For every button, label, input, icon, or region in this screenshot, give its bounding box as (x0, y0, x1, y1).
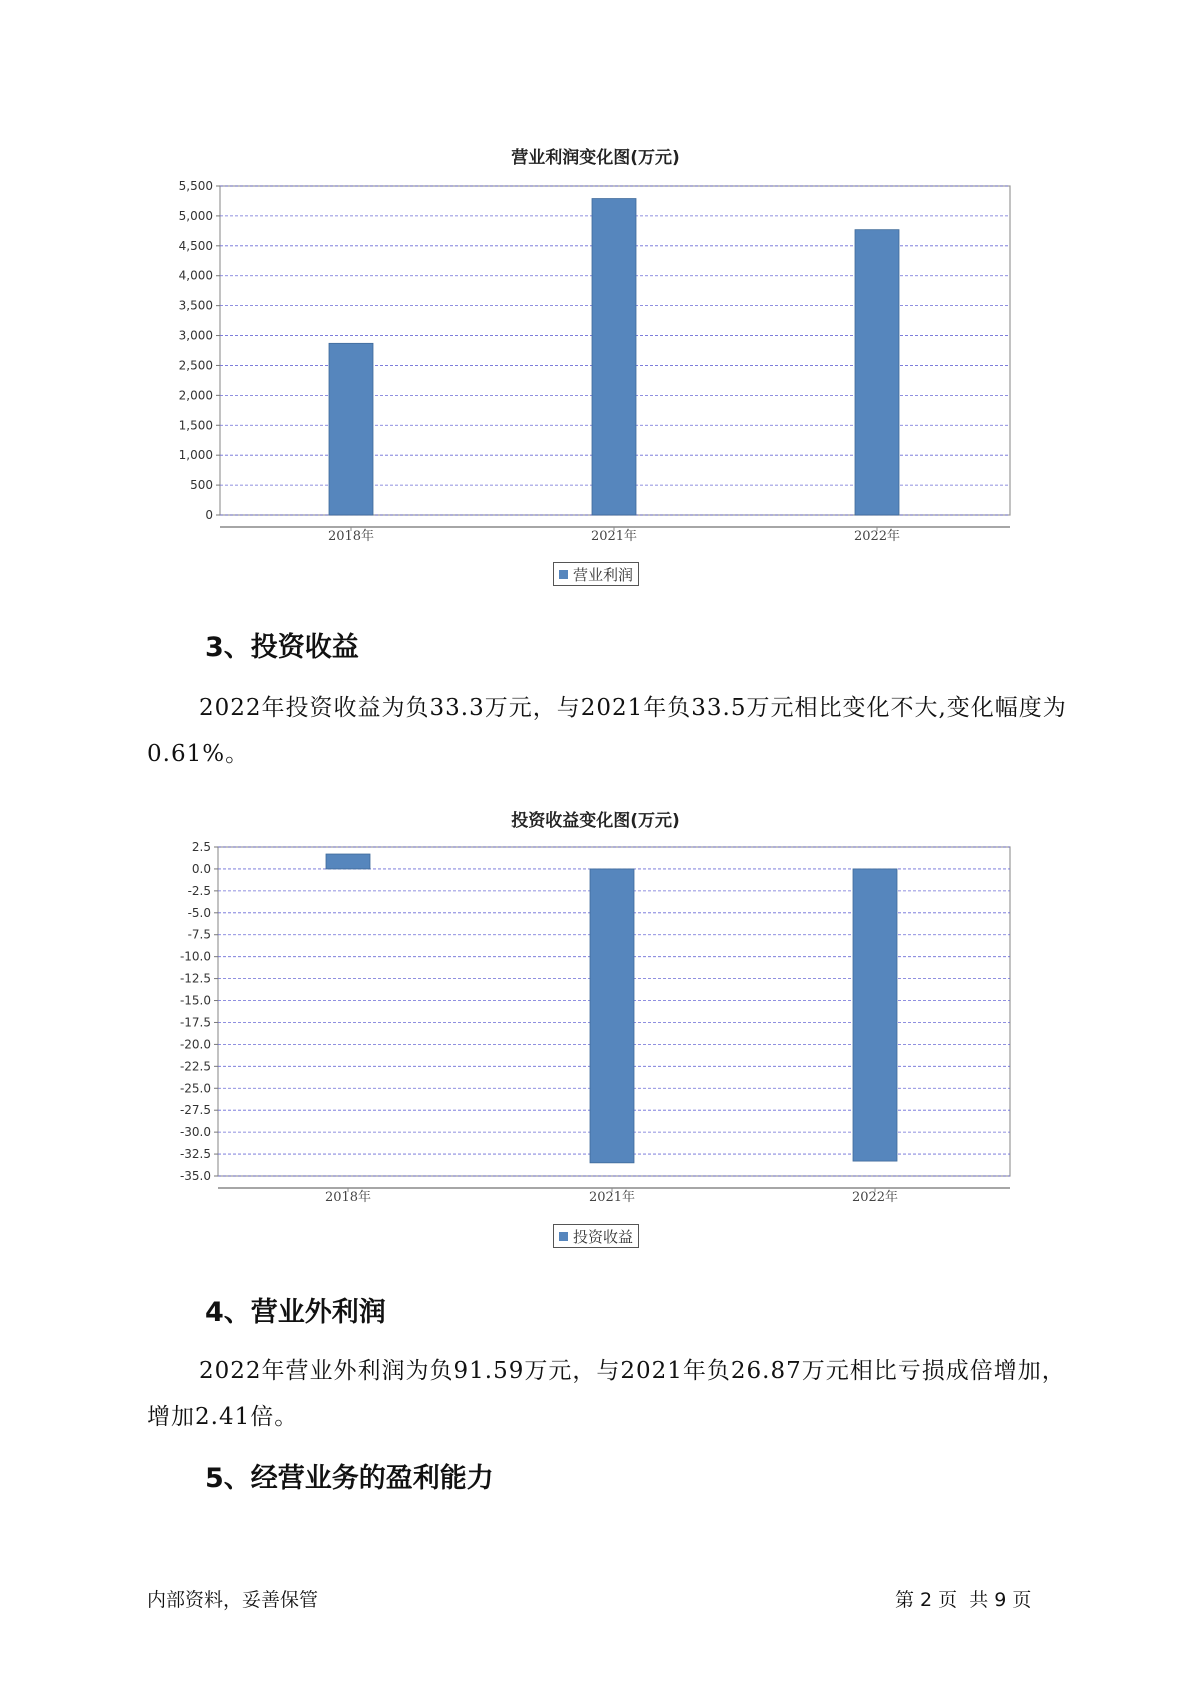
y-tick-label: 1,500 (178, 418, 213, 433)
y-tick-label: 500 (190, 478, 213, 493)
y-tick-label: -32.5 (179, 1147, 211, 1162)
section-4-paragraph: 2022年营业外利润为负91.59万元，与2021年负26.87万元相比亏损成倍增加，增加2.41倍。 (147, 1358, 1066, 1430)
bar (590, 869, 634, 1163)
y-tick-label: 3,500 (178, 298, 213, 313)
section-5-heading: 5、经营业务的盈利能力 (205, 1463, 494, 1494)
x-tick-label: 2022年 (851, 1190, 899, 1205)
section-3-heading: 3、投资收益 (205, 632, 359, 663)
y-tick-label: 0.0 (191, 861, 211, 876)
y-tick-label: 4,500 (178, 238, 213, 253)
y-tick-label: -30.0 (179, 1125, 211, 1140)
invest-chart-title: 投资收益变化图(万元) (511, 811, 680, 831)
y-tick-label: -15.0 (179, 993, 211, 1008)
invest-chart-legend (553, 1224, 639, 1248)
x-tick-label: 2018年 (327, 529, 375, 544)
y-tick-label: -7.5 (187, 927, 211, 942)
legend-swatch (559, 1232, 568, 1241)
y-tick-label: -10.0 (179, 949, 211, 964)
y-tick-label: 4,000 (178, 268, 213, 283)
y-tick-label: -12.5 (179, 971, 211, 986)
y-tick-label: 2,000 (178, 388, 213, 403)
x-tick-label: 2018年 (324, 1190, 372, 1205)
bar (853, 869, 897, 1161)
page-number: 第 2 页 共 9 页 (895, 1589, 1032, 1611)
y-tick-label: -22.5 (179, 1059, 211, 1074)
y-tick-label: 5,500 (178, 179, 213, 193)
x-tick-label: 2021年 (588, 1190, 636, 1205)
y-tick-label: -25.0 (179, 1081, 211, 1096)
profit-legend-label: 营业利润 (573, 565, 634, 584)
y-tick-label: 2.5 (191, 840, 211, 854)
invest-legend-label: 投资收益 (573, 1227, 634, 1246)
y-tick-label: -35.0 (179, 1169, 211, 1183)
x-tick-label: 2021年 (590, 529, 638, 544)
y-tick-label: 1,000 (178, 448, 213, 463)
y-tick-label: 0 (205, 508, 213, 522)
y-tick-label: 5,000 (178, 208, 213, 223)
section-4-heading: 4、营业外利润 (205, 1297, 386, 1328)
profit-chart-title: 营业利润变化图(万元) (511, 148, 680, 168)
y-tick-label: -27.5 (179, 1103, 211, 1118)
y-tick-label: -20.0 (179, 1037, 211, 1052)
x-tick-label: 2022年 (853, 529, 901, 544)
section-3-paragraph: 2022年投资收益为负33.3万元，与2021年负33.5万元相比变化不大,变化幅度为0.61%。 (147, 695, 1067, 767)
y-tick-label: -5.0 (187, 905, 211, 920)
bar (326, 854, 370, 869)
y-tick-label: 2,500 (178, 358, 213, 373)
y-tick-label: -2.5 (187, 883, 211, 898)
y-tick-label: 3,000 (178, 328, 213, 343)
y-tick-label: -17.5 (179, 1015, 211, 1030)
footer-note: 内部资料，妥善保管 (147, 1589, 319, 1611)
